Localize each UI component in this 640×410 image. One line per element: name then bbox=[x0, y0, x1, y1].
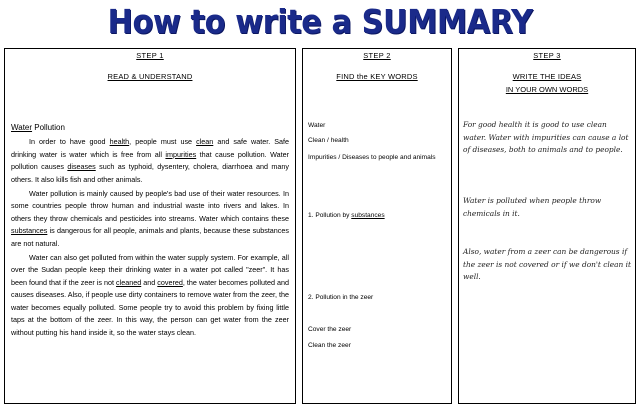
step1-header bbox=[5, 51, 295, 82]
keyword-cover-zeer: Cover the zeer bbox=[308, 326, 352, 333]
p3-text-b: and bbox=[141, 277, 158, 287]
section-title-rest: Pollution bbox=[32, 123, 65, 132]
p2-text-a: Water pollution is mainly caused by people's bad use of their water resources. In some countries people throw human and industrial waste into rivers and lakes. In others they throw chemicals and pesticides into streams. Water which contains these bbox=[11, 189, 289, 223]
p1-text-e: such as typhoid, dysentery, cholera, diarrhoea and many others. It also kills fish and other animals. bbox=[11, 162, 289, 184]
step1-text bbox=[5, 122, 295, 339]
idea-3: Also, water from a zeer can be dangerous if the zeer is not covered or if we don't clean it well. bbox=[463, 247, 631, 282]
step1-label: STEP 1 bbox=[136, 51, 164, 60]
section-title-underlined: Water bbox=[11, 123, 33, 132]
p1-text-b: , people must use bbox=[129, 137, 197, 147]
step1-column bbox=[4, 48, 296, 404]
keyword-clean-zeer: Clean the zeer bbox=[308, 342, 351, 349]
step3-heading-line2: IN YOUR OWN WORDS bbox=[505, 85, 589, 94]
keyword-pollution-substances bbox=[308, 211, 450, 221]
paragraph-2 bbox=[11, 188, 289, 250]
keyword-diseases: diseases bbox=[67, 162, 96, 172]
p1-text-d: that cause pollution. Water pollution causes bbox=[11, 149, 289, 172]
keyword-impurities-diseases: Impurities / Diseases to people and animals bbox=[308, 154, 436, 161]
paragraph-3 bbox=[11, 252, 289, 339]
step3-column bbox=[458, 48, 636, 404]
paragraph-1 bbox=[11, 136, 289, 186]
step3-label: STEP 3 bbox=[533, 51, 561, 60]
keyword-impurities: impurities bbox=[165, 149, 197, 159]
keyword-pollution-zeer: 2. Pollution in the zeer bbox=[308, 294, 374, 301]
keyword-clean: clean bbox=[196, 137, 214, 147]
idea-1: For good health it is good to use clean water. Water with impurities can cause a lot of diseases, both to animals and to people. bbox=[463, 120, 629, 155]
idea-2: Water is polluted when people throw chemicals in it. bbox=[463, 196, 602, 218]
keyword-covered: covered bbox=[157, 277, 183, 287]
p1-text-a: In order to have good bbox=[29, 137, 110, 147]
keyword-cleaned: cleaned bbox=[116, 277, 142, 287]
p1-text-c: and safe water. Safe drinking water is water which is free from all bbox=[11, 137, 290, 159]
keyword-water: Water bbox=[308, 122, 326, 129]
step2-label: STEP 2 bbox=[363, 51, 391, 60]
step3-heading-line1: WRITE THE IDEAS bbox=[512, 72, 582, 81]
p3-text-a: Water can also get polluted from within the water supply system. For example, all over the Sudan people keep their drinking water in a water pot called "zeer". It has been found that if the zeer is not bbox=[11, 253, 289, 287]
step3-header bbox=[459, 51, 635, 95]
step1-heading: READ & UNDERSTAND bbox=[107, 72, 193, 81]
step2-heading: FIND the KEY WORDS bbox=[336, 72, 418, 81]
keyword-health: health bbox=[109, 137, 130, 147]
section-title bbox=[11, 122, 289, 134]
keyword-clean-health: Clean / health bbox=[308, 137, 349, 144]
step2-column bbox=[302, 48, 452, 404]
keyword-substances-underlined: substances bbox=[351, 212, 385, 219]
p2-text-b: is dangerous for all people, animals and plants, because these substances are not natural. bbox=[11, 226, 289, 248]
keyword-substances: substances bbox=[11, 226, 48, 236]
keyword-pollution-prefix: 1. Pollution by bbox=[308, 212, 352, 219]
step2-header bbox=[303, 51, 451, 82]
page-title: How to write a SUMMARY bbox=[107, 2, 533, 41]
p3-text-c: , the water becomes polluted and causes diseases. Also, if people use dirty containers to remove water from the zeer, the water becomes equally polluted. Some people try to avoid this problem by fixing little taps at the bottom of the zeer. In this way, the person can get water from the zeer without putting his hand inside it, so the water stays clean. bbox=[11, 277, 289, 337]
